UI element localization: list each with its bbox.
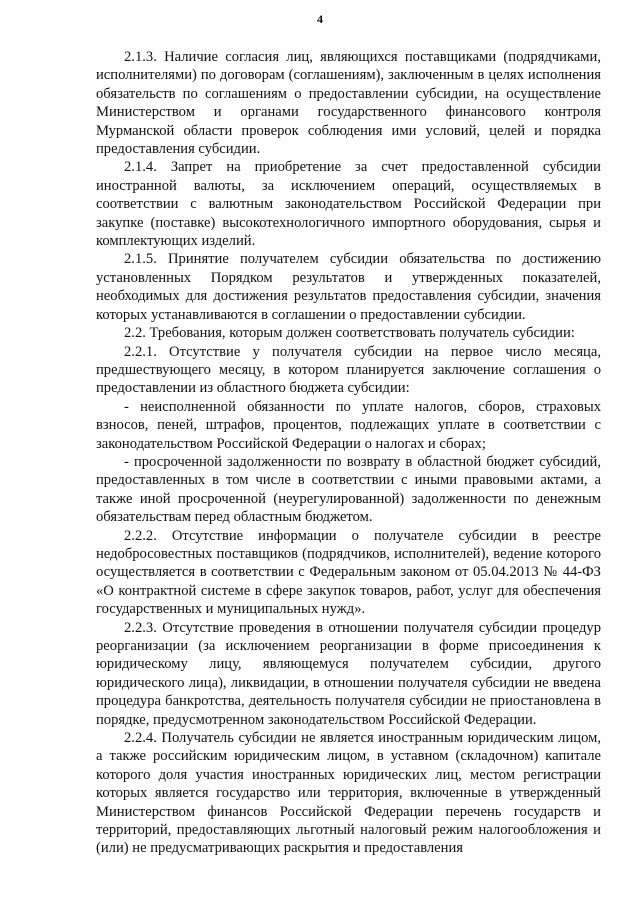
paragraph-2-2-2: 2.2.2. Отсутствие информации о получателе субсидии в реестре недобросовестных поставщиков (подрядчиков, исполнителей), ведение которого осуществляется в соответствии с Федеральным законом от 05.04.2013 № 44-ФЗ «О контрактной системе в сфере закупок товаров, работ, услуг для обеспечения государственных и муниципальных нужд». [96,527,601,618]
page-number: 4 [317,12,323,26]
paragraph-2-2-1: 2.2.1. Отсутствие у получателя субсидии на первое число месяца, предшествующего месяцу, в котором планируется заключение соглашения о предоставлении из областного бюджета субсидии: [96,343,601,397]
paragraph-2-2-3: 2.2.3. Отсутствие проведения в отношении получателя субсидии процедур реорганизации (за исключением реорганизации в форме присоединения к юридическому лицу, являющемуся получателем субсидии, другого юридического лица), ликвидации, в отношении получателя субсидии не введена процедура банкротства, деятельность получателя субсидии не приостановлена в порядке, предусмотренном законодательством Российской Федерации. [96,619,601,728]
paragraph-2-2-4: 2.2.4. Получатель субсидии не является иностранным юридическим лицом, а также российским юридическим лицом, в уставном (складочном) капитале которого доля участия иностранных юридических лиц, местом регистрации которых является государство или территория, включенные в утвержденный Министерством финансов Российской Федерации перечень государств и территорий, предоставляющих льготный налоговый режим налогообложения и (или) не предусматривающих раскрытия и предоставления [96,730,601,857]
paragraph-2-1-5: 2.1.5. Принятие получателем субсидии обязательства по достижению установленных Порядком результатов и утвержденных показателей, необходимых для достижения результатов предоставления субсидии, значения которых устанавливаются в соглашении о предоставлении субсидии. [96,251,601,323]
list-item-debts: - просроченной задолженности по возврату в областной бюджет субсидий, предоставленных в том числе в соответствии с иными правовыми актами, а также иной просроченной (неурегулированной) задолженности по денежным обязательствам перед областным бюджетом. [96,453,601,526]
paragraph-2-1-4: 2.1.4. Запрет на приобретение за счет предоставленной субсидии иностранной валюты, за исключением операций, осуществляемых в соответствии с валютным законодательством Российской Федерации при закупке (поставке) высокотехнологичного импортного оборудования, сырья и комплектующих изделий. [96,159,601,250]
paragraph-2-1-3: 2.1.3. Наличие согласия лиц, являющихся поставщиками (подрядчиками, исполнителями) по договорам (соглашениям), заключенным в целях исполнения обязательств по соглашениям о предоставлении субсидии, на осуществление Министерством и органами государственного финансового контроля Мурманской области проверок соблюдения ими условий, целей и порядка предоставления субсидии. [96,49,601,158]
paragraph-2-2: 2.2. Требования, которым должен соответствовать получатель субсидии: [124,325,575,342]
document-body [96,48,601,858]
list-item-taxes: - неисполненной обязанности по уплате налогов, сборов, страховых взносов, пеней, штрафов, процентов, подлежащих уплате в соответствии с законодательством Российской Федерации о налогах и сборах; [96,398,601,452]
